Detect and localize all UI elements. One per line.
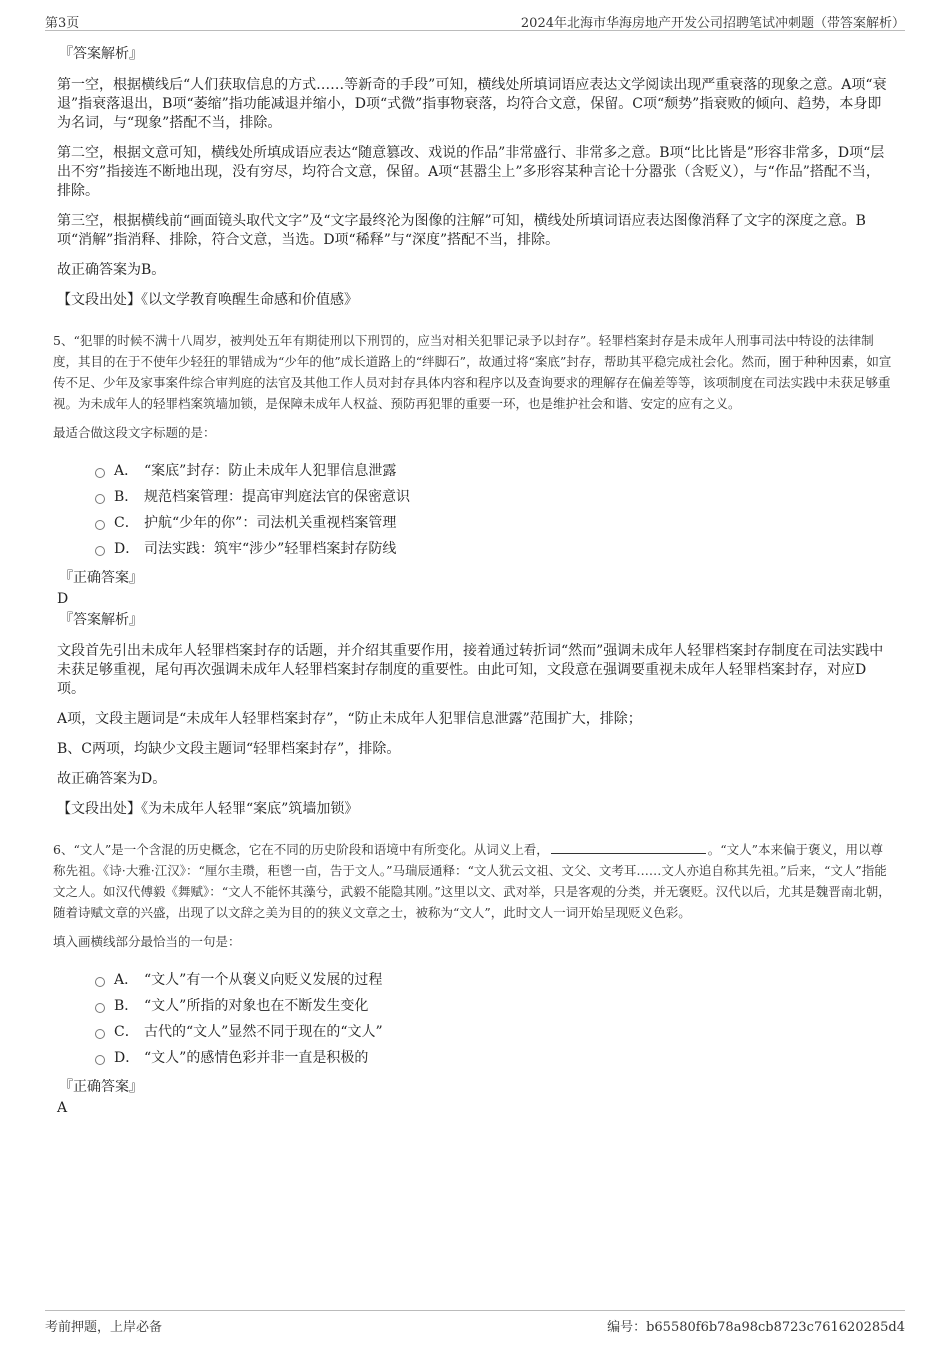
option-b[interactable]: B． 规范档案管理：提高审判庭法官的保密意识 — [95, 484, 893, 510]
radio-icon[interactable] — [95, 468, 105, 478]
question-5-options — [95, 458, 893, 562]
source-citation: 【文段出处】《为未成年人轻罪“案底”筑墙加锁》 — [57, 801, 359, 817]
fill-in-blank — [551, 839, 706, 854]
radio-icon[interactable] — [95, 494, 105, 504]
answer-label: 『正确答案』 — [59, 1079, 143, 1095]
option-d[interactable]: D． 司法实践：筑牢“涉少”轻罪档案封存防线 — [95, 536, 893, 562]
radio-icon[interactable] — [95, 977, 105, 987]
analysis-conclusion: 故正确答案为D。 — [57, 771, 167, 787]
analysis-paragraph: A项，文段主题词是“未成年人轻罪档案封存”，“防止未成年人犯罪信息泄露”范围扩大，排除； — [57, 711, 642, 727]
analysis-label: 『答案解析』 — [59, 46, 143, 62]
page-content — [53, 44, 893, 1119]
page-number: 第3页 — [45, 16, 80, 31]
analysis-paragraph: 第一空，根据横线后“人们获取信息的方式……等新奇的手段”可知，横线处所填词语应表达文学阅读出现严重衰落的现象之意。A项“衰退”指衰落退出，B项“萎缩”指功能减退并缩小，D项“式微”指事物衰落，均符合文意，保留。C项“颓势”指衰败的倾向、趋势，本身即为名词，与“现象”搭配不当，排除。 — [57, 77, 887, 131]
radio-icon[interactable] — [95, 520, 105, 530]
answer-label: 『正确答案』 — [59, 570, 143, 586]
analysis-label: 『答案解析』 — [59, 612, 143, 628]
analysis-paragraph: 第二空，根据文意可知，横线处所填成语应表达“随意篡改、戏说的作品”非常盛行、非常多之意。B项“比比皆是”形容非常多，D项“层出不穷”指接连不断地出现，没有穷尽，均符合文意，保留。A项“甚嚣尘上”多形容某种言论十分嚣张（含贬义），与“作品”搭配不当，排除。 — [57, 145, 885, 199]
page-footer — [45, 1310, 905, 1335]
correct-answer: D — [57, 591, 69, 607]
option-d[interactable]: D． “文人”的感情色彩并非一直是积极的 — [95, 1045, 893, 1071]
source-citation: 【文段出处】《以文学教育唤醒生命感和价值感》 — [57, 292, 358, 308]
radio-icon[interactable] — [95, 1003, 105, 1013]
option-a[interactable]: A． “文人”有一个从褒义向贬义发展的过程 — [95, 967, 893, 993]
analysis-paragraph: B、C两项，均缺少文段主题词“轻罪档案封存”，排除。 — [57, 741, 401, 757]
page-header — [45, 8, 905, 31]
document-title: 2024年北海市华海房地产开发公司招聘笔试冲刺题（带答案解析） — [520, 16, 905, 31]
option-c[interactable]: C． 古代的“文人”显然不同于现在的“文人” — [95, 1019, 893, 1045]
analysis-paragraph: 第三空，根据横线前“画面镜头取代文字”及“文字最终沦为图像的注解”可知，横线处所填词语应表达图像消释了文字的深度之意。B项“消解”指消释、排除，符合文意，当选。D项“稀释”与“深度”搭配不当，排除。 — [57, 213, 866, 248]
question-6-prompt: 填入画横线部分最恰当的一句是： — [53, 934, 241, 949]
radio-icon[interactable] — [95, 1029, 105, 1039]
radio-icon[interactable] — [95, 1055, 105, 1065]
question-5-text: 5、“犯罪的时候不满十八周岁，被判处五年有期徒刑以下刑罚的，应当对相关犯罪记录予以封存”。轻罪档案封存是未成年人刑事司法中特设的法律制度，其目的在于不使年少轻狂的罪错成为“少年的他”成长道路上的“绊脚石”，故通过将“案底”封存，帮助其平稳完成社会化。然而，囿于种种因素，如宣传不足、少年及家事案件综合审判庭的法官及其他工作人员对封存具体内容和程序以及查询要求的理解存在偏差等等，该项制度在司法实践中未获足够重视。为未成年人的轻罪档案筑墙加锁，是保障未成年人权益、预防再犯罪的重要一环，也是维护社会和谐、安定的应有之义。 — [53, 333, 892, 411]
question-6-options — [95, 967, 893, 1071]
option-c[interactable]: C． 护航“少年的你”：司法机关重视档案管理 — [95, 510, 893, 536]
footer-slogan: 考前押题，上岸必备 — [45, 1320, 163, 1335]
option-b[interactable]: B． “文人”所指的对象也在不断发生变化 — [95, 993, 893, 1019]
document-id: 编号：b65580f6b78a98cb8723c761620285d4 — [607, 1320, 905, 1335]
analysis-conclusion: 故正确答案为B。 — [57, 262, 166, 278]
analysis-paragraph: 文段首先引出未成年人轻罪档案封存的话题，并介绍其重要作用，接着通过转折词“然而”强调未成年人轻罪档案封存制度在司法实践中未获足够重视，尾句再次强调未成年人轻罪档案封存制度的重要性。由此可知，文段意在强调要重视未成年人轻罪档案封存，对应D项。 — [57, 643, 884, 697]
question-6-text: 6、“文人”是一个含混的历史概念，它在不同的历史阶段和语境中有所变化。从词义上看， 。“文人”本来偏于褒义，用以尊称先祖。《诗·大雅·江汉》：“厘尔圭瓒，秬鬯一卣，告于文人。”马瑞辰通释：“文人犹云文祖、文父、文考耳……文人亦追自称其先祖。”后来，“文人”指能文之人。如汉代傅毅《舞赋》：“文人不能怀其藻兮，武毅不能隐其刚。”这里以文、武对举，只是客观的分类，并无褒贬。汉代以后，尤其是魏晋南北朝，随着诗赋文章的兴盛，出现了以文辞之美为目的的狭义文章之士，被称为“文人”，此时文人一词开始呈现贬义色彩。 — [53, 839, 893, 923]
question-5-prompt: 最适合做这段文字标题的是： — [53, 425, 216, 440]
option-a[interactable]: A． “案底”封存：防止未成年人犯罪信息泄露 — [95, 458, 893, 484]
radio-icon[interactable] — [95, 546, 105, 556]
correct-answer: A — [57, 1100, 68, 1116]
